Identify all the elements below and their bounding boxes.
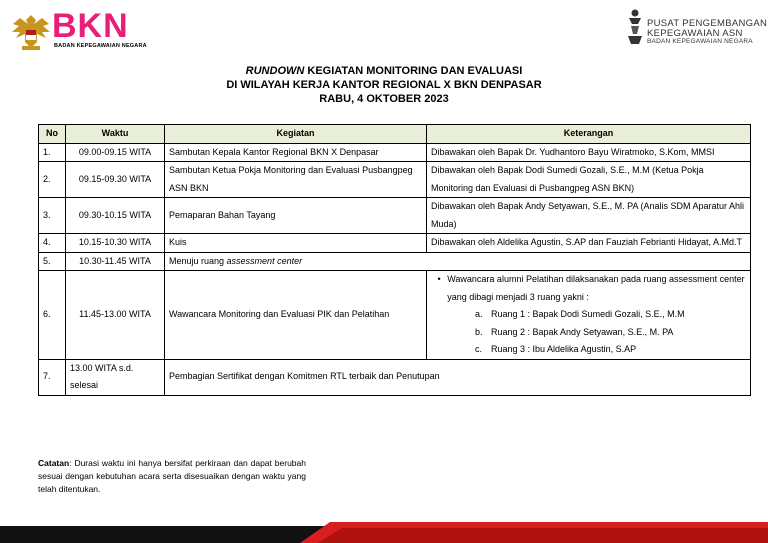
bullet-text: Wawancara alumni Pelatihan dilaksanakan pada ruang assessment center yang dibagi menjadi 3 ruang yakni : xyxy=(447,274,745,302)
bullet-item xyxy=(431,271,746,306)
cell-kegiatan: Sambutan Ketua Pokja Monitoring dan Evaluasi Pusbangpeg ASN BKN xyxy=(165,162,427,198)
title-line1-rest: KEGIATAN MONITORING DAN EVALUASI xyxy=(304,65,523,77)
header-no: No xyxy=(39,125,66,144)
cell-no: 7. xyxy=(39,359,66,395)
note-label: Catatan xyxy=(38,458,70,468)
garuda-emblem-icon xyxy=(10,12,52,52)
cell-kegiatan: Sambutan Kepala Kantor Regional BKN X Denpasar xyxy=(165,143,427,162)
table-row xyxy=(39,162,751,198)
sub-item-text: Ruang 2 : Bapak Andy Setyawan, S.E., M. PA xyxy=(491,326,674,337)
cell-no: 2. xyxy=(39,162,66,198)
sub-item-text: Ruang 1 : Bapak Dodi Sumedi Gozali, S.E., M.M xyxy=(491,309,685,319)
cell-waktu: 10.30-11.45 WITA xyxy=(66,252,165,271)
sub-item xyxy=(431,306,746,324)
cell-no: 1. xyxy=(39,143,66,162)
sub-item-letter: c. xyxy=(475,344,483,354)
bullet-icon: • xyxy=(437,274,441,284)
kegiatan-prefix: Menuju ruang xyxy=(169,255,227,266)
cell-kegiatan: Pembagian Sertifikat dengan Komitmen RTL terbaik dan Penutupan xyxy=(165,359,751,395)
title-rundown: RUNDOWN xyxy=(245,65,305,77)
table-row xyxy=(39,198,751,234)
table-row xyxy=(39,234,751,253)
footer-bar xyxy=(0,522,768,543)
note-text: : Durasi waktu ini hanya bersifat perkiraan dan dapat berubah sesuai dengan kebutuhan acara serta disesuaikan dengan waktu yang telah ditentukan. xyxy=(38,458,306,494)
title-line1 xyxy=(0,64,768,78)
table-row xyxy=(39,271,751,360)
cell-waktu: 13.00 WITA s.d. selesai xyxy=(66,359,165,395)
header-waktu: Waktu xyxy=(66,125,165,144)
cell-waktu: 10.15-10.30 WITA xyxy=(66,234,165,253)
note xyxy=(38,457,306,496)
sub-item-letter: b. xyxy=(475,326,483,337)
cell-no: 6. xyxy=(39,271,66,360)
cell-kegiatan: Kuis xyxy=(165,234,427,253)
cell-no: 4. xyxy=(39,234,66,253)
cell-no: 3. xyxy=(39,198,66,234)
bkn-logo-text: BKN xyxy=(52,7,129,45)
cell-waktu: 09.00-09.15 WITA xyxy=(66,143,165,162)
table-header-row xyxy=(39,125,751,144)
cell-keterangan xyxy=(427,271,751,360)
sub-item xyxy=(431,341,746,359)
rundown-table xyxy=(38,124,751,396)
table-row xyxy=(39,252,751,271)
kegiatan-italic: assessment center xyxy=(226,255,303,266)
cell-no: 5. xyxy=(39,252,66,271)
cell-keterangan: Dibawakan oleh Bapak Andy Setyawan, S.E., M. PA (Analis SDM Aparatur Ahli Muda) xyxy=(427,198,751,234)
cell-waktu: 09.15-09.30 WITA xyxy=(66,162,165,198)
cell-kegiatan xyxy=(165,252,751,271)
pusbang-line2: KEPEGAWAIAN ASN xyxy=(647,28,743,39)
cell-kegiatan: Pemaparan Bahan Tayang xyxy=(165,198,427,234)
cell-keterangan: Dibawakan oleh Bapak Dodi Sumedi Gozali, S.E., M.M (Ketua Pokja Monitoring dan Evaluasi di Pusbangpeg ASN BKN) xyxy=(427,162,751,198)
cell-keterangan: Dibawakan oleh Bapak Dr. Yudhantoro Bayu Wiratmoko, S.Kom, MMSI xyxy=(427,143,751,162)
bkn-logo xyxy=(10,8,150,52)
table-row xyxy=(39,359,751,395)
cell-waktu: 11.45-13.00 WITA xyxy=(66,271,165,360)
pusbang-logo xyxy=(625,8,768,48)
sub-item-text: Ruang 3 : Ibu Aldelika Agustin, S.AP xyxy=(491,344,637,354)
cell-waktu: 09.30-10.15 WITA xyxy=(66,198,165,234)
sub-item xyxy=(431,324,746,342)
header-kegiatan: Kegiatan xyxy=(165,125,427,144)
sub-item-letter: a. xyxy=(475,309,483,319)
title-date: RABU, 4 OKTOBER 2023 xyxy=(319,93,449,105)
header-keterangan: Keterangan xyxy=(427,125,751,144)
pusbang-emblem-icon xyxy=(625,8,645,46)
table-row xyxy=(39,143,751,162)
cell-kegiatan: Wawancara Monitoring dan Evaluasi PIK dan Pelatihan xyxy=(165,271,427,360)
bkn-subtitle: BADAN KEPEGAWAIAN NEGARA xyxy=(54,43,147,49)
cell-keterangan: Dibawakan oleh Aldelika Agustin, S.AP dan Fauziah Febrianti Hidayat, A.Md.T xyxy=(427,234,751,253)
pusbang-line1: PUSAT PENGEMBANGAN xyxy=(647,18,768,29)
pusbang-line3: BADAN KEPEGAWAIAN NEGARA xyxy=(647,38,753,45)
title-line2: DI WILAYAH KERJA KANTOR REGIONAL X BKN DENPASAR xyxy=(226,79,542,91)
